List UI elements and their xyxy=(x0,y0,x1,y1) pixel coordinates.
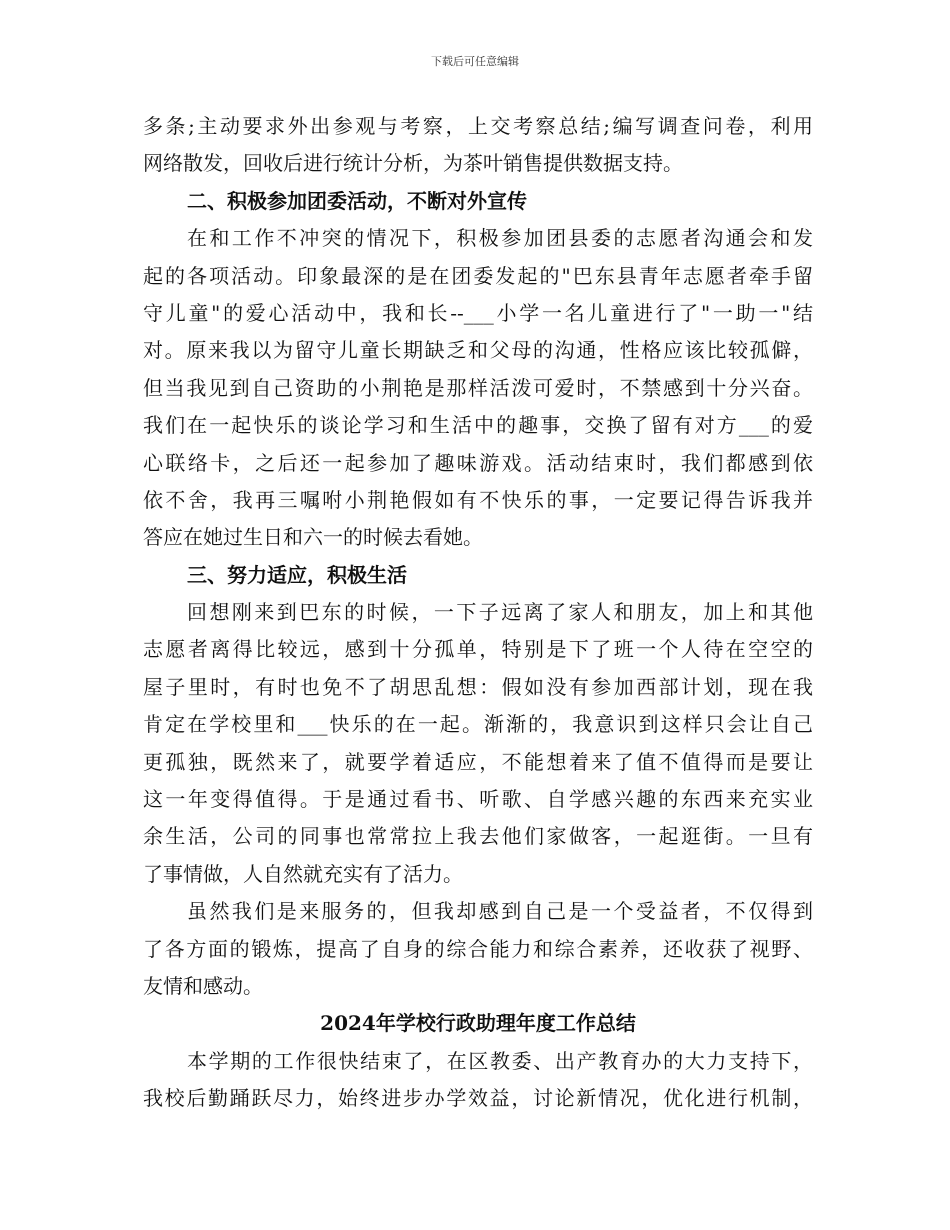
body-text-line: 了事情做，人自然就充实有了活力。 xyxy=(143,861,463,886)
body-text-line: 志愿者离得比较远，感到十分孤单，特别是下了班一个人待在空空的 xyxy=(143,637,813,662)
document-title: 2024年学校行政助理年度工作总结 xyxy=(320,1011,636,1036)
body-text-line: 对。原来我以为留守儿童长期缺乏和父母的沟通，性格应该比较孤僻， xyxy=(143,338,813,363)
body-text-line: 在和工作不冲突的情况下，积极参加团县委的志愿者沟通会和发 xyxy=(187,226,813,251)
body-text-line: 肯定在学校里和___快乐的在一起。渐渐的，我意识到这样只会让自己 xyxy=(143,712,813,737)
body-text-line: 网络散发，回收后进行统计分析，为茶叶销售提供数据支持。 xyxy=(143,151,683,176)
body-text-line: 守儿童"的爱心活动中，我和长--___小学一名儿童进行了"一助一"结 xyxy=(143,300,813,325)
body-text-line: 起的各项活动。印象最深的是在团委发起的"巴东县青年志愿者牵手留 xyxy=(143,263,813,288)
body-text-line: 多条;主动要求外出参观与考察，上交考察总结;编写调查问卷，利用 xyxy=(143,114,813,138)
document-body xyxy=(143,108,813,1118)
body-text-line: 我校后勤踊跃尽力，始终进步办学效益，讨论新情况，优化进行机制， xyxy=(143,1086,813,1111)
page-header-note: 下载后可任意编辑 xyxy=(431,55,519,68)
body-text-line: 屋子里时，有时也免不了胡思乱想：假如没有参加西部计划，现在我 xyxy=(143,674,813,699)
section-heading: 二、积极参加团委活动，不断对外宣传 xyxy=(187,188,527,213)
body-text-line: 心联络卡，之后还一起参加了趣味游戏。活动结束时，我们都感到依 xyxy=(143,450,813,475)
section-heading: 三、努力适应，积极生活 xyxy=(187,562,407,587)
body-text-line: 余生活，公司的同事也常常拉上我去他们家做客，一起逛街。一旦有 xyxy=(143,824,813,849)
body-text-line: 本学期的工作很快结束了，在区教委、出产教育办的大力支持下， xyxy=(187,1048,813,1073)
body-text-line: 回想刚来到巴东的时候，一下子远离了家人和朋友，加上和其他 xyxy=(187,600,813,625)
body-text-line: 答应在她过生日和六一的时候去看她。 xyxy=(143,525,483,550)
body-text-line: 了各方面的锻炼，提高了自身的综合能力和综合素养，还收获了视野、 xyxy=(143,936,813,961)
body-text-line: 我们在一起快乐的谈论学习和生活中的趣事，交换了留有对方___的爱 xyxy=(143,413,813,438)
body-text-line: 友情和感动。 xyxy=(143,973,263,998)
body-text-line: 更孤独，既然来了，就要学着适应，不能想着来了值不值得而是要让 xyxy=(143,749,813,774)
body-text-line: 但当我见到自己资助的小荆艳是那样活泼可爱时，不禁感到十分兴奋。 xyxy=(143,375,813,400)
body-text-line: 依不舍，我再三嘱咐小荆艳假如有不快乐的事，一定要记得告诉我并 xyxy=(143,487,813,512)
body-text-line: 虽然我们是来服务的，但我却感到自己是一个受益者，不仅得到 xyxy=(187,899,813,924)
body-text-line: 这一年变得值得。于是通过看书、听歌、自学感兴趣的东西来充实业 xyxy=(143,787,813,812)
